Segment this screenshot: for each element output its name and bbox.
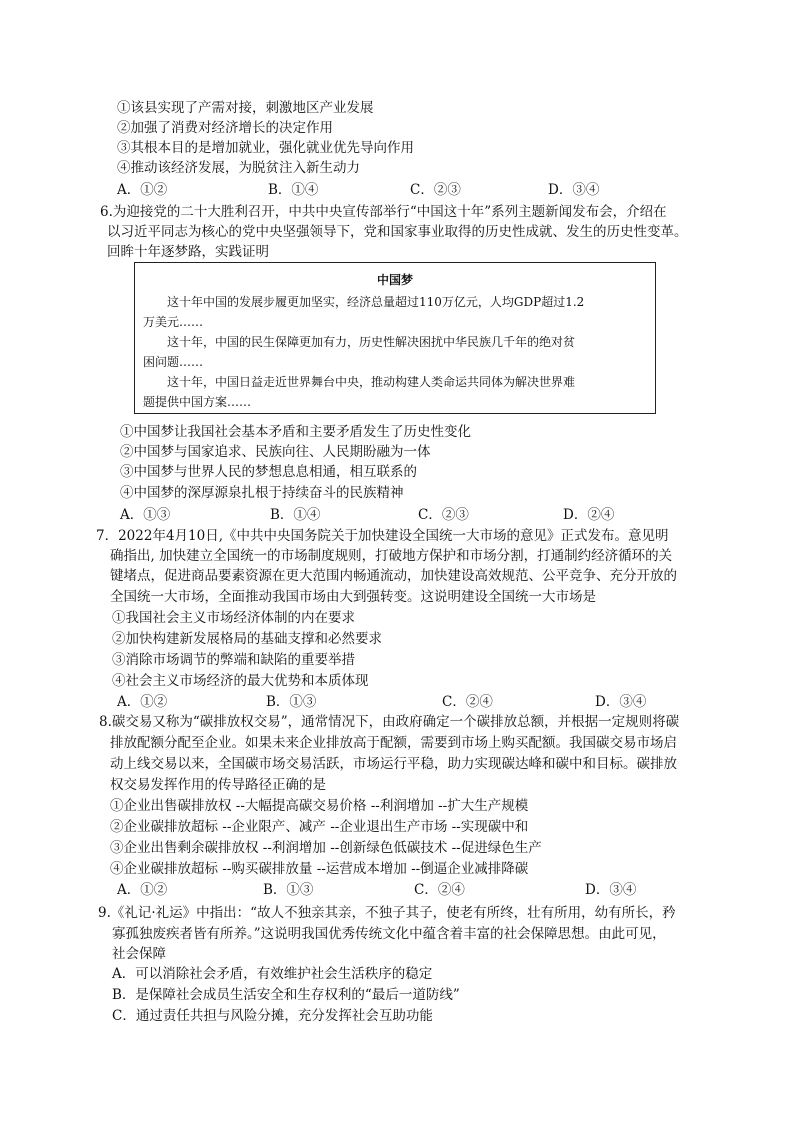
q8-stem-line-1: 8.碳交易又称为“碳排放权交易”，通常情况下，由政府确定一个碳排放总额，并根据一定规则将碳 [99, 714, 680, 730]
box-line-1: 这十年中国的发展步履更加坚实，经济总量超过110万亿元，人均GDP超过1.2 [167, 295, 585, 309]
q6-option-d: D．②④ [563, 507, 615, 523]
box-line-5: 这十年，中国日益走近世界舞台中央，推动构建人类命运共同体为解决世界难 [167, 375, 576, 389]
q6-stem-line-3: 回眸十年逐梦路，实践证明 [107, 244, 269, 260]
q6-stem-line-1: 6.为迎接党的二十大胜利召开，中共中央宣传部举行“中国这十年”系列主题新闻发布会，介绍在 [100, 204, 667, 220]
box-line-4: 困问题…… [143, 355, 204, 369]
q6-item-2: ②中国梦与国家追求、民族向往、人民期盼融为一体 [120, 444, 431, 460]
q8-stem-line-3: 动上线交易以来，全国碳市场交易活跃，市场运行平稳，助力实现碳达峰和碳中和目标。碳排放 [110, 756, 677, 772]
q8-option-c: C．②④ [414, 882, 465, 898]
q8-stem-line-2: 排放配额分配至企业。如果未来企业排放高于配额，需要到市场上购买配额。我国碳交易市场启 [110, 735, 677, 751]
q9-option-a: A．可以消除社会矛盾，有效维护社会生活秩序的稳定 [112, 966, 433, 982]
q9-stem-line-3: 社会保障 [112, 946, 166, 962]
box-line-2: 万美元…… [143, 315, 204, 329]
q6-item-3: ③中国梦与世界人民的梦想息息相通，相互联系的 [120, 464, 417, 480]
china-dream-material-box [134, 262, 656, 414]
q7-stem-line-3: 键堵点，促进商品要素资源在更大范围内畅通流动，加快建设高效规范、公平竞争、充分开放的 [110, 568, 677, 584]
q9-option-c: C．通过责任共担与风险分摊，充分发挥社会互助功能 [112, 1008, 433, 1024]
q7-stem-line-1: 7．2022年4月10日,《中共中央国务院关于加快建设全国统一大市场的意见》正式发布。意见明 [96, 528, 669, 544]
q8-item-2: ②企业碳排放超标 --企业限产、减产 --企业退出生产市场 --实现碳中和 [110, 819, 529, 835]
q8-stem-line-4: 权交易发挥作用的传导路径正确的是 [110, 777, 326, 793]
q7-item-4: ④社会主义市场经济的最大优势和本质体现 [112, 673, 369, 689]
q5-option-b: B．①④ [268, 182, 319, 198]
q6-item-4: ④中国梦的深厚源泉扎根于持续奋斗的民族精神 [120, 485, 404, 501]
q9-stem-line-2: 寡孤独废疾者皆有所养。”这说明我国优秀传统文化中蕴含着丰富的社会保障思想。由此可见， [112, 926, 666, 942]
q6-stem-line-2: 以习近平同志为核心的党中央坚强领导下，党和国家事业取得的历史性成就、发生的历史性变革。 [107, 224, 688, 240]
box-title: 中国梦 [376, 273, 413, 287]
q8-option-a: A．①② [117, 882, 168, 898]
q8-item-3: ③企业出售剩余碳排放权 --利润增加 --创新绿色低碳技术 --促进绿色生产 [110, 840, 542, 856]
q8-option-b: B．①③ [263, 882, 314, 898]
q7-item-2: ②加快构建新发展格局的基础支撑和必然要求 [112, 631, 382, 647]
q8-item-1: ①企业出售碳排放权 --大幅提高碳交易价格 --利润增加 --扩大生产规模 [110, 798, 529, 814]
q6-item-1: ①中国梦让我国社会基本矛盾和主要矛盾发生了历史性变化 [120, 424, 471, 440]
box-line-3: 这十年，中国的民生保障更加有力，历史性解决困扰中华民族几千年的绝对贫 [167, 335, 576, 349]
q6-option-a: A．①③ [120, 507, 171, 523]
box-line-6: 题提供中国方案…… [143, 395, 252, 409]
q8-item-4: ④企业碳排放超标 --购买碳排放量 --运营成本增加 --倒逼企业减排降碳 [110, 861, 529, 877]
q5-item-4: ④推动该经济发展，为脱贫注入新生动力 [117, 160, 360, 176]
q5-option-c: C．②③ [410, 182, 461, 198]
q7-item-1: ①我国社会主义市场经济体制的内在要求 [112, 610, 355, 626]
q7-item-3: ③消除市场调节的弊端和缺陷的重要举措 [112, 652, 355, 668]
q9-option-b: B．是保障社会成员生活安全和生存权利的“最后一道防线” [112, 987, 460, 1003]
q8-option-d: D．③④ [585, 882, 637, 898]
q6-option-b: B．①④ [270, 507, 321, 523]
q6-option-c: C．②③ [418, 507, 469, 523]
q5-option-a: A．①② [117, 182, 168, 198]
q7-stem-line-4: 全国统一大市场，全面推动我国市场由大到强转变。这说明建设全国统一大市场是 [110, 589, 596, 605]
q5-item-1: ①该县实现了产需对接，刺激地区产业发展 [117, 100, 374, 116]
q5-option-d: D．③④ [548, 182, 600, 198]
q9-stem-line-1: 9.《礼记·礼运》中指出：“故人不独亲其亲，不独子其子，使老有所终，壮有所用，幼有所长，矜 [98, 905, 676, 921]
q7-stem-line-2: 确指出, 加快建立全国统一的市场制度规则，打破地方保护和市场分割，打通制约经济循环的关 [110, 548, 673, 564]
q5-item-2: ②加强了消费对经济增长的决定作用 [117, 120, 333, 136]
q7-option-a: A．①② [117, 694, 168, 710]
q7-option-c: C．②④ [442, 694, 493, 710]
q5-item-3: ③其根本目的是增加就业，强化就业优先导向作用 [117, 140, 414, 156]
q7-option-b: B．①③ [266, 694, 317, 710]
q7-option-d: D．③④ [595, 694, 647, 710]
